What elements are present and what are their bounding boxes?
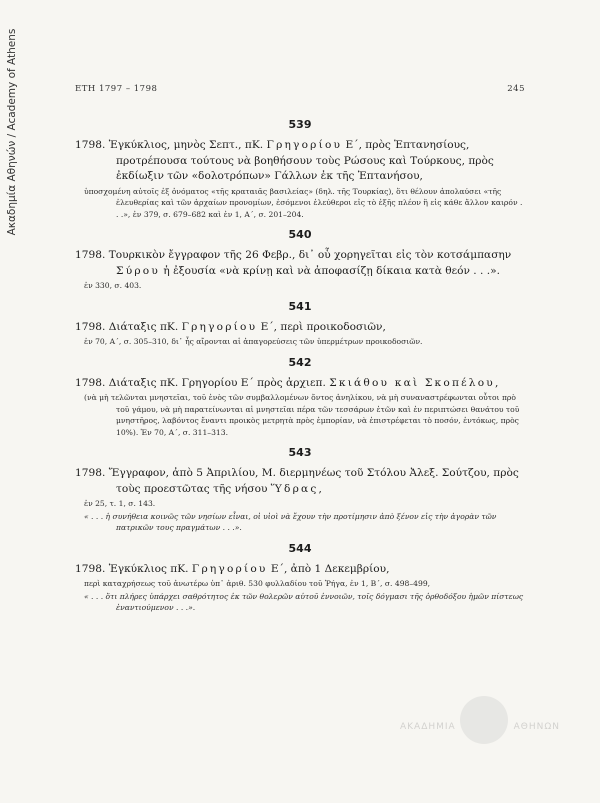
entry-number: 541: [288, 299, 312, 313]
side-label: Ακαδημία Αθηνών / Academy of Athens: [6, 28, 18, 236]
entry-note: ὑποσχομένη αὐτοῖς ἐξ ὀνόματος «τῆς κραταιᾶς βασιλείας» (δηλ. τῆς Τουρκίας), ὅτι θέλουν ἀπολαύσει «τῆς ἐλευθερίας καὶ τῶν ἀρχαίων προνομίων, ἐσόμενοι ἐλεύθεροι εἰς τὸ ἑξῆς πλέον ἢ εἰς κάθε ἄλλον καιρόν . . .», ἐν 379, σ. 679–682 καὶ ἐν 1, Α΄, σ. 201–204.: [84, 186, 523, 219]
entry-note: (νὰ μὴ τελῶνται μνηστεῖαι, τοῦ ἑνὸς τῶν συμβαλλομένων ὄντος ἀνηλίκου, νὰ μὴ συναναστρέφωνται οὗτοι πρὸ τοῦ γάμου, νὰ μὴ παρατείνωνται αἱ μνηστεῖαι πέρα τῶν τεσσάρων ἐτῶν καὶ ἐν περιπτώσει θανάτου τοῦ μνηστῆρος, λαβόντος ἔναντι προικὸς μετρητὰ πρὸς ἐμπορίαν, νὰ ἐπιστρέφεται τὸ ποσόν, ἐντόκως, πρὸς 10%). Ἐν 70, Α΄, σ. 311–313.: [84, 393, 520, 437]
entry-number: 542: [288, 355, 312, 369]
entry-number: 540: [288, 228, 312, 241]
entry-542: [75, 356, 525, 439]
entry-main-text: 1798. Ἐγκύκλιος, μηνὸς Σεπτ., πΚ. Γρηγορίου Ε΄, πρὸς Ἑπτανησίους, προτρέπουσα τούτους νὰ βοηθήσουν τοὺς Ρώσους καὶ Τούρκους, πρὸς ἐκδίωξιν τῶν «δολοτρόπων» Γάλλων ἐκ τῆς Ἑπτανήσου,: [75, 139, 494, 182]
entry-number: 543: [288, 446, 312, 459]
entry-quote: « . . . ἡ συνήθεια κοινῶς τῶν νησίων εἶναι, οἱ υἱοὶ νὰ ἔχουν τὴν προτίμησιν ἀπὸ ξένον εἰς τὴν ἀγορὰν τῶν πατρικῶν τους πραγμάτων . . .».: [84, 511, 497, 532]
spaced-name: Σκιάθου καὶ Σκοπέλου,: [329, 376, 501, 389]
entry-note: ἐν 25, τ. 1, σ. 143.: [84, 499, 156, 508]
entry-number: 539: [288, 118, 312, 131]
entry-main-text: 1798. Διάταξις πΚ. Γρηγορίου Ε΄ πρὸς ἀρχιεπ. Σκιάθου καὶ Σκοπέλου,: [75, 376, 501, 389]
entry-main-text: 1798. Ἔγγραφον, ἀπὸ 5 Ἀπριλίου, Μ. διερμηνέως τοῦ Στόλου Ἀλεξ. Σούτζου, πρὸς τοὺς προεστῶτας τῆς νήσου Ὕδρας,: [75, 467, 519, 495]
spaced-name: Γρηγορίου: [266, 139, 343, 151]
entry-main-text: 1798. Τουρκικὸν ἔγγραφον τῆς 26 Φεβρ., δι᾽ οὗ χορηγεῖται εἰς τὸν κοτσάμπασην Σύρου ἡ ἐξουσία «νὰ κρίνῃ καὶ νὰ ἀποφασίζῃ δίκαια κατὰ θεόν . . .».: [75, 249, 512, 277]
watermark-left-text: ΑΚΑΔΗΜΙΑ: [400, 722, 456, 732]
entry-note: ἐν 330, σ. 403.: [84, 281, 142, 290]
entry-note: ἐν 70, Α΄, σ. 305–310, δι᾽ ἧς αἴρονται αἱ ἀπαγορεύσεις τῶν ὑπερμέτρων προικοδοσιῶν.: [84, 337, 423, 346]
entry-quote: « . . . ὅτι πλήρες ὑπάρχει σαθρότητος ἐκ τῶν θολερῶν αὐτοῦ ἐννοιῶν, τοῖς δόγμασι τῆς ὀρθοδόξου ἡμῶν πίστεως ἐναντιούμενον . . .».: [84, 591, 524, 612]
entry-540: [75, 228, 525, 292]
academy-watermark: [400, 696, 560, 756]
spaced-name: Ὕδρας,: [270, 482, 325, 495]
entry-539: [75, 118, 525, 220]
watermark-right-text: ΑΘΗΝΩΝ: [513, 722, 560, 732]
entry-543: [75, 446, 525, 534]
page-number: 245: [507, 84, 525, 94]
entry-note: περὶ καταχρήσεως τοῦ ἀνωτέρω ὑπ᾽ ἀριθ. 530 φυλλαδίου τοῦ Ῥήγα, ἐν 1, Β΄, σ. 498–499,: [84, 579, 431, 588]
entry-main-text: 1798. Ἐγκύκλιος πΚ. Γρηγορίου Ε΄, ἀπὸ 1 Δεκεμβρίου,: [75, 562, 390, 575]
document-body: [75, 118, 525, 622]
header-title: ΕΤΗ 1797 – 1798: [75, 84, 158, 94]
running-header: [75, 84, 525, 98]
entry-number: 544: [288, 541, 312, 555]
spaced-name: Γρηγορίου: [191, 562, 268, 575]
spaced-name: Γρηγορίου: [181, 320, 258, 333]
entry-541: [75, 300, 525, 348]
academy-seal-icon: [460, 696, 508, 744]
spaced-name: Σύρου: [116, 264, 160, 277]
entry-main-text: 1798. Διάταξις πΚ. Γρηγορίου Ε΄, περὶ προικοδοσιῶν,: [75, 320, 386, 333]
entry-544: [75, 542, 525, 614]
